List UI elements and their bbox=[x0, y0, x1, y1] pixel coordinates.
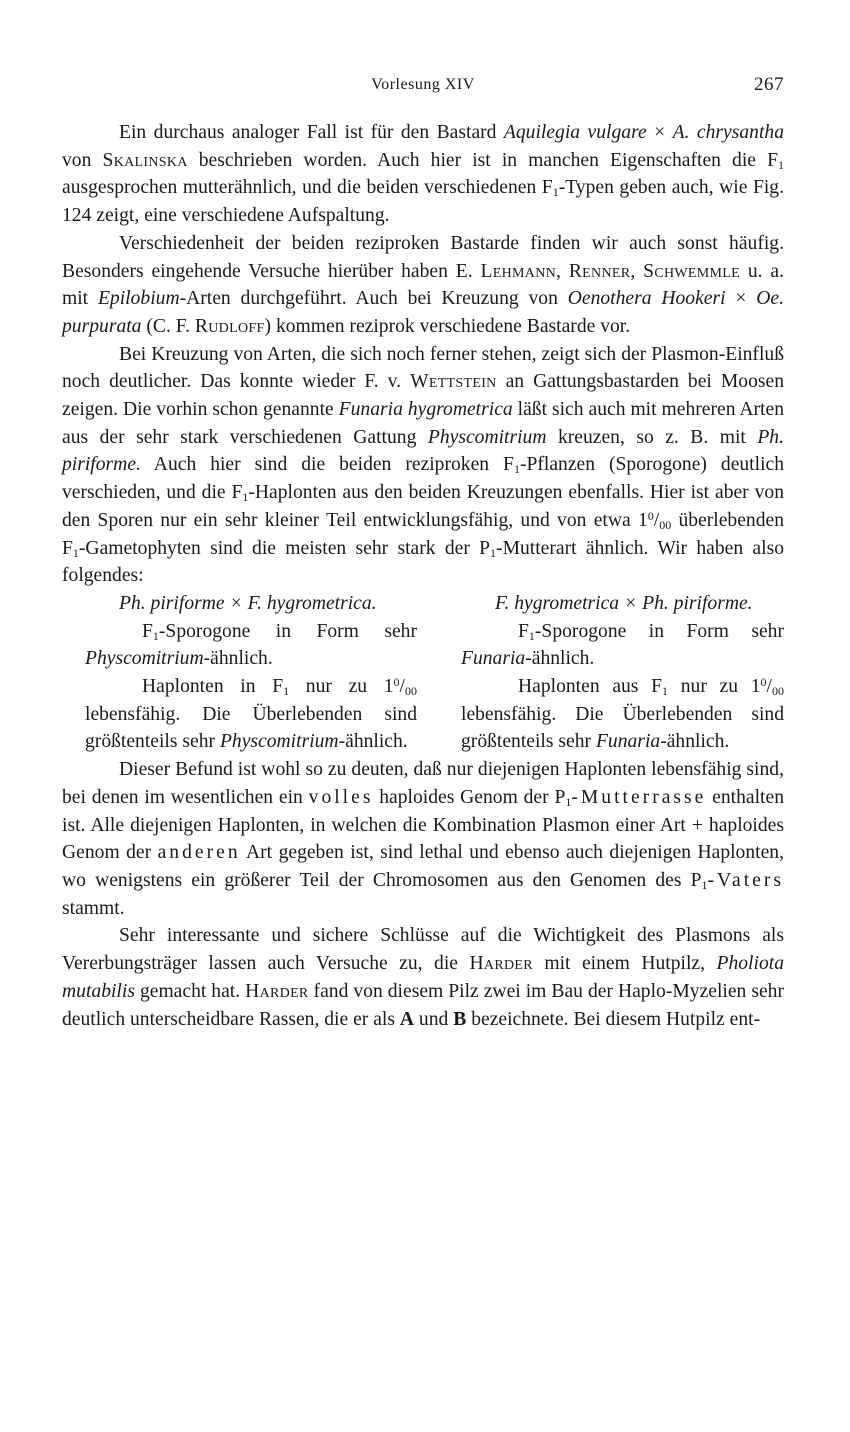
author-name: Skalinska bbox=[102, 149, 188, 171]
author-name: Harder bbox=[469, 953, 533, 975]
left-column-heading: Ph. piriforme × F. hygrometrica. bbox=[119, 592, 377, 614]
author-name: Renner bbox=[568, 260, 631, 282]
right-column-heading: F. hygrometrica × Ph. piriforme. bbox=[495, 592, 753, 614]
left-column bbox=[62, 590, 417, 756]
paragraph-4: Dieser Befund ist wohl so zu deuten, daß nur diejenigen Haplonten lebensfähig sind, bei denen im wesentlichen ein volles haploides Genom der $P_1$-Mutterrasse enthalten ist. Alle diejenigen Haplonten, in welchen die Kombination Plasmon einer Art + haploides Genom der anderen Art gegeben ist, sind lethal und ebenso auch diejenigen Haplonten, wo wenigstens ein größerer Teil der Chromosomen aus den Genomen des $P_1$-Vaters stammt. bbox=[62, 759, 784, 919]
author-name: Lehmann bbox=[480, 260, 557, 282]
paragraph-5: Sehr interessante und sichere Schlüsse auf die Wichtigkeit des Plasmons als Vererbungsträger lassen auch Versuche zu, die Harder mit einem Hutpilz, Pholiota mutabilis gemacht hat. Harder fand von diesem Pilz zwei im Bau der Haplo-Myzelien sehr deutlich unterscheidbare Rassen, die er als A und B bezeichnete. Bei diesem Hutpilz ent- bbox=[62, 925, 784, 1030]
right-column bbox=[438, 590, 784, 756]
author-name: Harder bbox=[245, 980, 309, 1002]
right-sporogone-entry: $F_1$-Sporogone in Form sehr Funaria-ähnlich. bbox=[461, 620, 784, 670]
paragraph-3: Bei Kreuzung von Arten, die sich noch ferner stehen, zeigt sich der Plasmon-Einfluß noch deutlicher. Das konnte wieder F. v. Wettstein an Gattungsbastarden bei Moosen zeigen. Die vorhin schon genannte Funaria hygrometrica läßt sich auch mit mehreren Arten aus der sehr stark verschiedenen Gattung Physcomitrium kreuzen, so z. B. mit Ph. piriforme. Auch hier sind die beiden reziproken $F_1$-Pflanzen (Sporogone) deutlich verschieden, und die $F_1$-Haplonten aus den beiden Kreuzungen ebenfalls. Hier ist aber von den Sporen nur ein sehr kleiner Teil entwicklungsfähig, und von etwa $1^0/_{00}$ überlebenden $F_1$-Gametophyten sind die meisten sehr stark der $P_1$-Mutterart ähnlich. Wir haben also folgendes: bbox=[62, 343, 785, 587]
author-name: Wettstein bbox=[410, 371, 497, 393]
page-header bbox=[62, 74, 784, 100]
author-name: Rudloff bbox=[194, 315, 265, 337]
comparison-columns bbox=[62, 590, 784, 756]
left-sporogone-entry: $F_1$-Sporogone in Form sehr Physcomitrium-ähnlich. bbox=[85, 620, 417, 670]
running-title: Vorlesung XIV bbox=[371, 76, 475, 93]
author-name: Schwemmle bbox=[643, 260, 740, 282]
paragraph-2: Verschiedenheit der beiden reziproken Bastarde finden wir auch sonst häufig. Besonders eingehende Versuche hierüber haben E. Lehmann, Renner, Schwemmle u. a. mit Epilobium-Arten durchgeführt. Auch bei Kreuzung von Oenothera Hookeri × Oe. purpurata (C. F. Rudloff) kommen reziprok verschiedene Bastarde vor. bbox=[62, 232, 785, 337]
paragraph-1: Ein durchaus analoger Fall ist für den Bastard Aquilegia vulgare × A. chrysantha von Skalinska beschrieben worden. Auch hier ist in manchen Eigenschaften die $F_1$ ausgesprochen mutterähnlich, und die beiden verschiedenen $F_1$-Typen geben auch, wie Fig. 124 zeigt, eine verschiedene Aufspaltung. bbox=[62, 122, 784, 227]
body-text bbox=[62, 119, 784, 1033]
page-number: 267 bbox=[754, 74, 784, 95]
left-haplonten-entry: Haplonten in $F_1$ nur zu $1^0/_{00}$ lebensfähig. Die Überlebenden sind größtenteils sehr Physcomitrium-ähnlich. bbox=[85, 675, 417, 753]
right-haplonten-entry: Haplonten aus $F_1$ nur zu $1^0/_{00}$ lebensfähig. Die Überlebenden sind größtenteils sehr Funaria-ähnlich. bbox=[461, 675, 784, 753]
